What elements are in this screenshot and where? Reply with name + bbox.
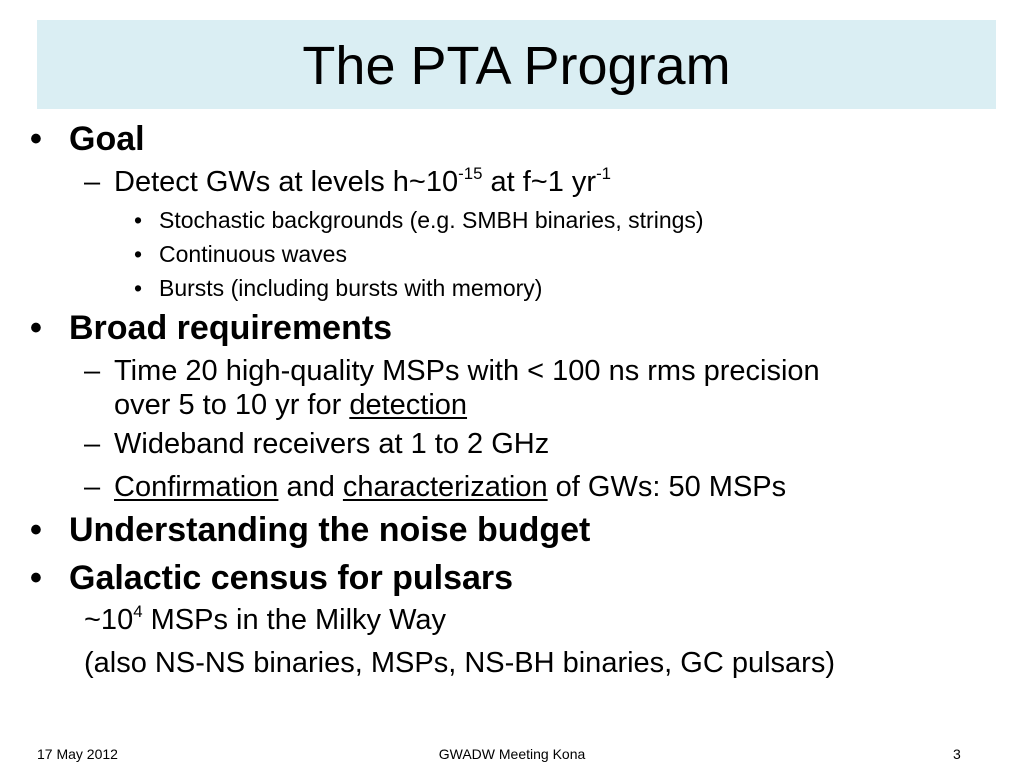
of-gws-text: of GWs: 50 MSPs	[547, 471, 787, 503]
msps-text-a: ~10	[84, 604, 134, 636]
heading-goal: Goal	[69, 120, 145, 158]
bullet-census: •	[30, 559, 42, 597]
msps-text-b: MSPs in the Milky Way	[142, 604, 447, 636]
footer-page-number: 3	[953, 746, 961, 762]
bullet-continuous: •	[134, 241, 143, 267]
item-confirmation	[114, 471, 786, 504]
dash-detect: –	[84, 166, 101, 198]
item-time-line2	[114, 389, 467, 422]
dash-wideband: –	[84, 428, 101, 460]
item-bursts: Bursts (including bursts with memory)	[159, 275, 543, 301]
detect-exponent-2: -1	[596, 163, 612, 183]
title-bar	[37, 20, 996, 109]
item-continuous: Continuous waves	[159, 241, 347, 267]
detection-underlined: detection	[349, 389, 468, 421]
detect-exponent-1: -15	[458, 163, 483, 183]
detect-text-b: at f~1 yr	[482, 166, 597, 198]
item-msps-milky-way	[84, 601, 447, 637]
detect-text-a: Detect GWs at levels h~10	[114, 166, 459, 198]
confirmation-underlined: Confirmation	[114, 471, 279, 503]
time-line2-text: over 5 to 10 yr for	[114, 389, 350, 421]
heading-census: Galactic census for pulsars	[69, 559, 514, 597]
bullet-bursts: •	[134, 275, 143, 301]
bullet-noise: •	[30, 511, 42, 549]
heading-broad: Broad requirements	[69, 309, 393, 347]
dash-time: –	[84, 355, 101, 387]
and-text: and	[278, 471, 343, 503]
item-stochastic: Stochastic backgrounds (e.g. SMBH binaries, strings)	[159, 207, 704, 233]
item-also-binaries: (also NS-NS binaries, MSPs, NS-BH binaries, GC pulsars)	[84, 647, 835, 679]
item-detect	[114, 163, 612, 199]
bullet-goal: •	[30, 120, 42, 158]
dash-confirmation: –	[84, 471, 101, 503]
item-time-line1: Time 20 high-quality MSPs with < 100 ns rms precision	[114, 355, 820, 387]
characterization-underlined: characterization	[342, 471, 548, 503]
slide-title: The PTA Program	[302, 35, 731, 96]
footer-date: 17 May 2012	[37, 746, 118, 762]
msps-exponent: 4	[133, 601, 143, 621]
bullet-stochastic: •	[134, 207, 143, 233]
bullet-broad: •	[30, 309, 42, 347]
item-wideband: Wideband receivers at 1 to 2 GHz	[114, 428, 550, 460]
footer-meeting: GWADW Meeting Kona	[438, 746, 586, 762]
heading-noise: Understanding the noise budget	[69, 511, 591, 549]
